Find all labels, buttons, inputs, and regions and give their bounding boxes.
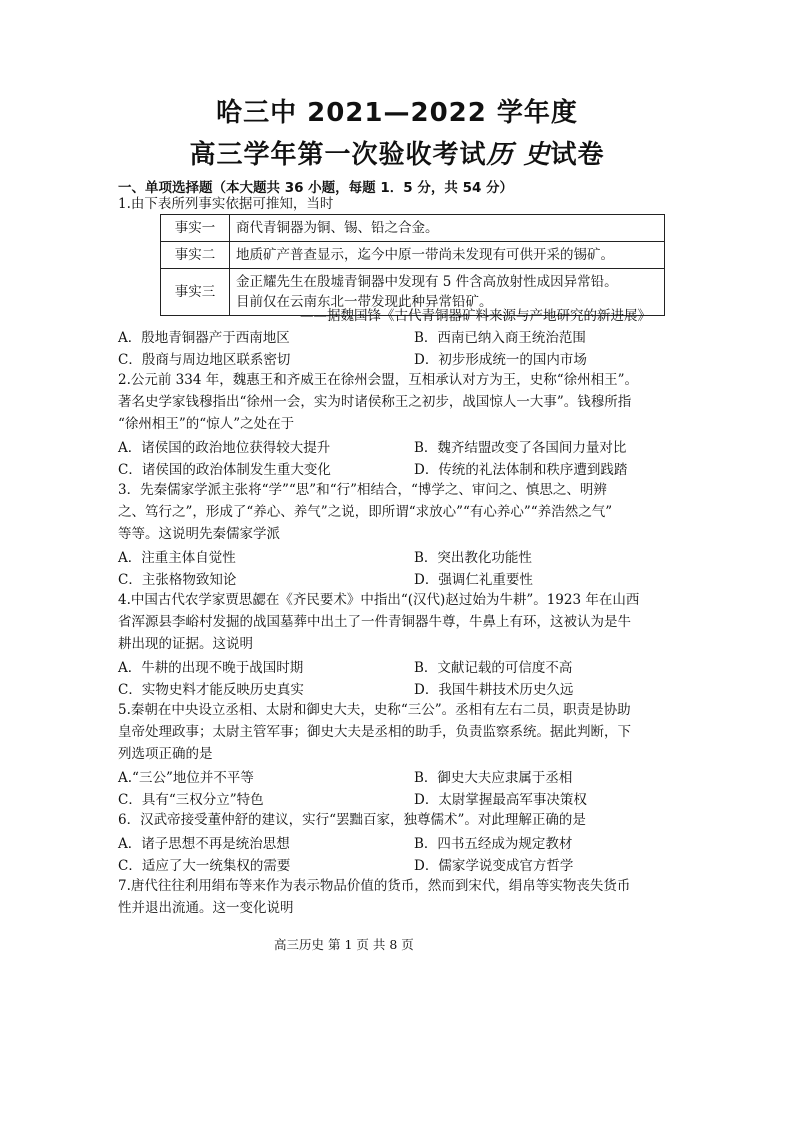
q6-option-b: B．四书五经成为规定教材	[414, 836, 573, 852]
q4-stem-2: 省浑源县李峪村发掘的战国墓葬中出土了一件青铜器牛尊，牛鼻上有环，这被认为是牛	[118, 614, 631, 630]
exam-title-subject: 历 史	[486, 140, 551, 170]
q6-option-d: D．儒家学说变成官方哲学	[414, 858, 574, 874]
q4-option-c: C．实物史料才能反映历史真实	[118, 682, 304, 698]
q2-stem-2: 著名史学家钱穆指出“徐州一会，实为时诸侯称王之初步，战国惊人一大事”。钱穆所指	[118, 394, 632, 410]
fact-text: 地质矿产普查显示，迄今中原一带尚未发现有可供开采的锡矿。	[230, 242, 665, 269]
table-row	[161, 242, 665, 269]
fact-text-line2: 目前仅在云南东北一带发现此种异常铅矿。	[236, 294, 493, 310]
fact-label: 事实二	[161, 242, 230, 269]
q1-option-c: C．殷商与周边地区联系密切	[118, 352, 291, 368]
exam-title-part-b: 试卷	[550, 140, 605, 170]
fact-text: 商代青铜器为铜、锡、铅之合金。	[230, 215, 665, 242]
page-footer: 高三历史 第 1 页 共 8 页	[274, 937, 414, 952]
q5-option-d: D．太尉掌握最高军事决策权	[414, 792, 587, 808]
q3-option-c: C．主张格物致知论	[118, 572, 237, 588]
q1-source: ——据魏国锋《古代青铜器矿料来源与产地研究的新进展》	[300, 308, 651, 324]
q6-option-a: A．诸子思想不再是统治思想	[118, 836, 290, 852]
q6-stem-1: 6．汉武帝接受董仲舒的建议，实行“罢黜百家，独尊儒术”。对此理解正确的是	[118, 812, 586, 828]
section-heading: 一、单项选择题（本大题共 36 小题，每题 1．5 分，共 54 分）	[118, 180, 514, 196]
q5-option-a: A.“三公”地位并不平等	[118, 770, 254, 786]
q7-stem-2: 性并退出流通。这一变化说明	[118, 900, 294, 916]
table-row	[161, 215, 665, 242]
exam-title-part-a: 高三学年第一次验收考试	[189, 140, 487, 170]
q5-option-b: B．御史大夫应隶属于丞相	[414, 770, 573, 786]
q6-option-c: C．适应了大一统集权的需要	[118, 858, 291, 874]
q2-option-b: B．魏齐结盟改变了各国间力量对比	[414, 440, 627, 456]
q2-option-d: D．传统的礼法体制和秩序遭到践踏	[414, 462, 628, 478]
fact-label: 事实一	[161, 215, 230, 242]
q4-stem-1: 4.中国古代农学家贾思勰在《齐民要术》中指出“(汉代)赵过始为牛耕”。1923 年在山西	[118, 592, 640, 608]
q4-stem-3: 耕出现的证据。这说明	[118, 636, 253, 652]
q4-option-a: A．牛耕的出现不晚于战国时期	[118, 660, 304, 676]
q3-stem-2: 之、笃行之”，形成了“养心、养气”之说，即所谓“求放心”“有心养心”“养浩然之气”	[118, 504, 613, 520]
q1-option-b: B．西南已纳入商王统治范围	[414, 330, 586, 346]
q4-option-d: D．我国牛耕技术历史久远	[414, 682, 574, 698]
fact-label: 事实三	[161, 269, 230, 316]
q2-stem-3: “徐州相王”的“惊人”之处在于	[118, 416, 295, 432]
q1-option-d: D．初步形成统一的国内市场	[414, 352, 587, 368]
q5-option-c: C．具有“三权分立”特色	[118, 792, 264, 808]
q1-option-a: A．殷地青铜器产于西南地区	[118, 330, 290, 346]
q3-option-a: A．注重主体自觉性	[118, 550, 236, 566]
q4-option-b: B．文献记载的可信度不高	[414, 660, 573, 676]
q3-stem-3: 等等。这说明先秦儒家学派	[118, 526, 280, 542]
exam-title-line2	[0, 134, 794, 171]
q5-stem-2: 皇帝处理政事；太尉主管军事；御史大夫是丞相的助手，负责监察系统。据此判断，下	[118, 724, 631, 740]
fact-text-line1: 金正耀先生在殷墟青铜器中发现有 5 件含高放射性成因异常铅。	[236, 274, 618, 290]
q2-stem-1: 2.公元前 334 年，魏惠王和齐威王在徐州会盟，互相承认对方为王，史称“徐州相王”。	[118, 372, 639, 388]
q5-stem-1: 5.秦朝在中央设立丞相、太尉和御史大夫，史称“三公”。丞相有左右二员，职责是协助	[118, 702, 631, 718]
q1-stem: 1.由下表所列事实依据可推知，当时	[118, 196, 334, 212]
exam-title-line1: 哈三中 2021—2022 学年度	[216, 98, 578, 128]
q5-stem-3: 列选项正确的是	[118, 746, 213, 762]
q2-option-c: C．诸侯国的政治体制发生重大变化	[118, 462, 331, 478]
q2-option-a: A．诸侯国的政治地位获得较大提升	[118, 440, 331, 456]
q7-stem-1: 7.唐代往往利用绢布等来作为表示物品价值的货币，然而到宋代，绢帛等实物丧失货币	[118, 878, 631, 894]
q3-option-d: D．强调仁礼重要性	[414, 572, 533, 588]
facts-table	[160, 214, 665, 316]
q3-option-b: B．突出教化功能性	[414, 550, 532, 566]
q3-stem-1: 3．先秦儒家学派主张将“学”“思”和“行”相结合，“博学之、审问之、慎思之、明辨	[118, 482, 607, 498]
